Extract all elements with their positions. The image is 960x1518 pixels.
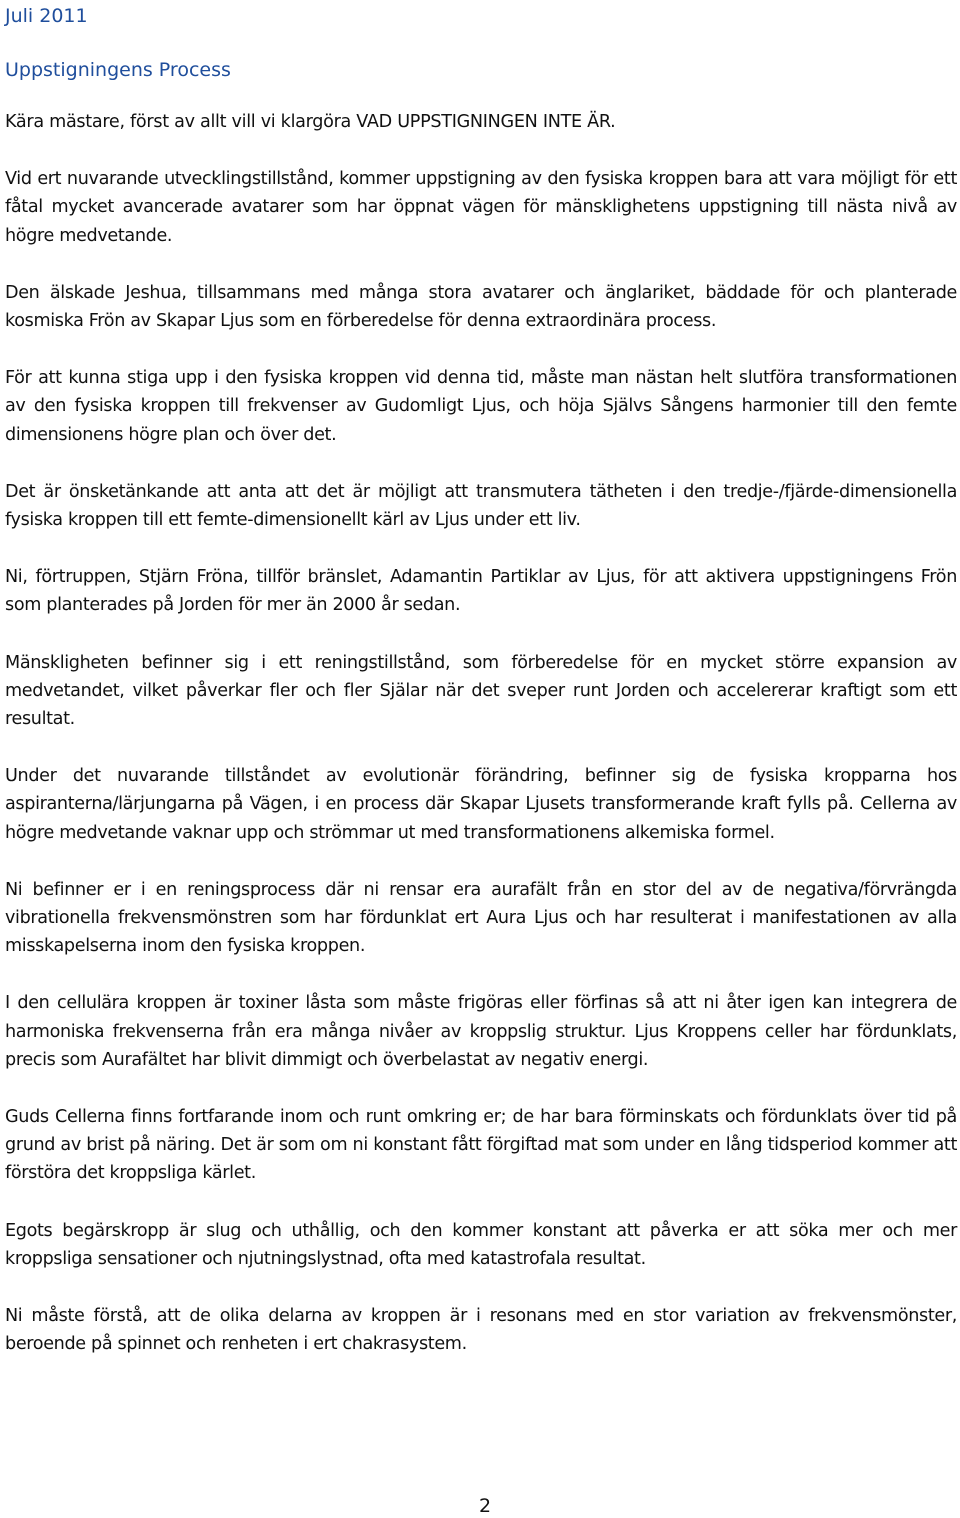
document-body xyxy=(5,108,957,1388)
page-number: 2 xyxy=(479,1495,492,1517)
paragraph: Ni befinner er i en reningsprocess där ni rensar era aurafält från en stor del av de negativa/förvrängda vibrationella frekvensmönstren som har fördunklat ert Aura Ljus och har resulterat i manifestationen av alla misskapelserna inom den fysiska kroppen. xyxy=(5,879,957,957)
paragraph: Ni, förtruppen, Stjärn Fröna, tillför bränslet, Adamantin Partiklar av Ljus, för att aktivera uppstigningens Frön som planterades på Jorden för mer än 2000 år sedan. xyxy=(5,567,957,616)
paragraph: Kära mästare, först av allt vill vi klargöra VAD UPPSTIGNINGEN INTE ÄR. xyxy=(5,112,616,132)
paragraph: Ni måste förstå, att de olika delarna av kroppen är i resonans med en stor variation av frekvensmönster, beroende på spinnet och renheten i ert chakrasystem. xyxy=(5,1306,957,1355)
paragraph: I den cellulära kroppen är toxiner låsta som måste frigöras eller förfinas så att ni åter igen kan integrera de harmoniska frekvenserna från era många nivåer av kroppslig struktur. Ljus Kroppens celler har fördunklats, precis som Aurafältet har blivit dimmigt och överbelastat av negativ energi. xyxy=(5,993,957,1070)
document-title: Uppstigningens Process xyxy=(5,59,231,81)
paragraph: Vid ert nuvarande utvecklingstillstånd, kommer uppstigning av den fysiska kroppen bara att vara möjligt för ett fåtal mycket avancerade avatarer som har öppnat vägen för mänsklighetens uppstigning till nästa nivå av högre medvetande. xyxy=(5,169,957,246)
paragraph: Den älskade Jeshua, tillsammans med många stora avatarer och änglariket, bäddade för och planterade kosmiska Frön av Skapar Ljus som en förberedelse för denna extraordinära process. xyxy=(5,282,957,332)
paragraph: Under det nuvarande tillståndet av evolutionär förändring, befinner sig de fysiska kropparna hos aspiranterna/lärjungarna på Vägen, i en process där Skapar Ljusets transformerande kraft fylls på. Cellerna av högre medvetande vaknar upp och strömmar ut med transformationens alkemiska formel. xyxy=(5,766,957,843)
paragraph: Mänskligheten befinner sig i ett reningstillstånd, som förberedelse för en mycket större expansion av medvetandet, vilket påverkar fler och fler Själar när det sveper runt Jorden och accelererar kraftigt som ett resultat. xyxy=(5,652,957,730)
paragraph: För att kunna stiga upp i den fysiska kroppen vid denna tid, måste man nästan helt slutföra transformationen av den fysiska kroppen till frekvenser av Gudomligt Ljus, och höja Självs Sångens harmonier till den femte dimensionens högre plan och över det. xyxy=(5,368,957,445)
paragraph: Det är önsketänkande att anta att det är möjligt att transmutera tätheten i den tredje-/fjärde-dimensionella fysiska kroppen till ett femte-dimensionellt kärl av Ljus under ett liv. xyxy=(5,481,957,531)
paragraph: Guds Cellerna finns fortfarande inom och runt omkring er; de har bara förminskats och fördunklats över tid på grund av brist på näring. Det är som om ni konstant fått förgiftad mat som under en lång tidsperiod kommer att förstöra det kroppsliga kärlet. xyxy=(5,1107,957,1184)
document-date: Juli 2011 xyxy=(5,5,88,27)
paragraph: Egots begärskropp är slug och uthållig, och den kommer konstant att påverka er att söka mer och mer kroppsliga sensationer och njutningslystnad, ofta med katastrofala resultat. xyxy=(5,1220,957,1269)
